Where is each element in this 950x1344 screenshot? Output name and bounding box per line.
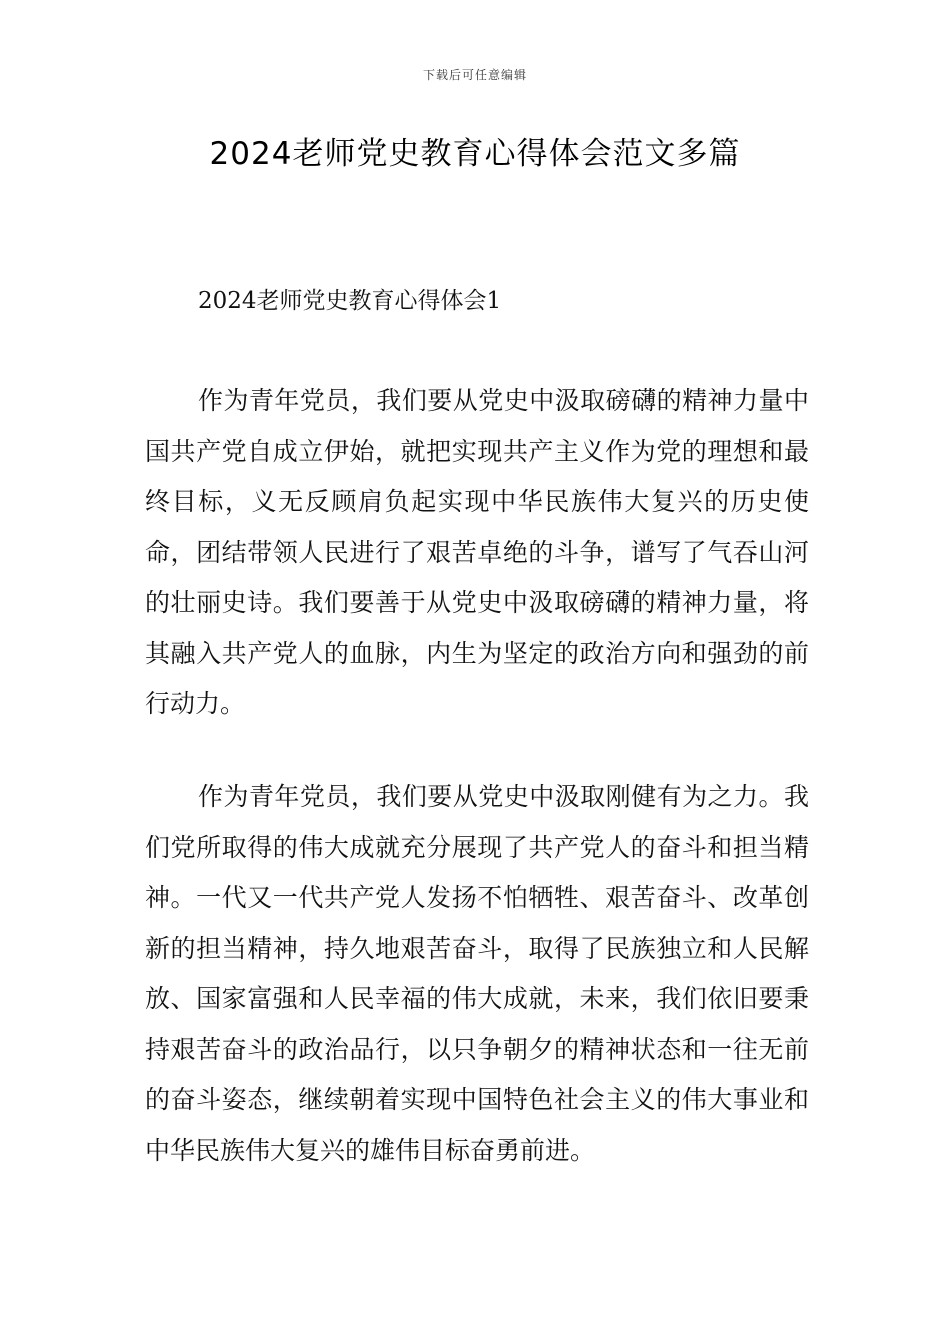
document-title: 2024老师党史教育心得体会范文多篇 <box>209 136 741 172</box>
paragraph-2: 作为青年党员，我们要从党史中汲取刚健有为之力。我们党所取得的伟大成就充分展现了共产党人的奋斗和担当精神。一代又一代共产党人发扬不怕牺牲、艰苦奋斗、改革创新的担当精神，持久地艰苦奋斗，取得了民族独立和人民解放、国家富强和人民幸福的伟大成就，未来，我们依旧要秉持艰苦奋斗的政治品行，以只争朝夕的精神状态和一往无前的奋斗姿态，继续朝着实现中国特色社会主义的伟大事业和中华民族伟大复兴的雄伟目标奋勇前进。 <box>145 782 809 1165</box>
section-heading: 2024老师党史教育心得体会1 <box>198 288 502 314</box>
header-note: 下载后可任意编辑 <box>422 68 527 82</box>
paragraph-1: 作为青年党员，我们要从党史中汲取磅礴的精神力量中国共产党自成立伊始，就把实现共产主义作为党的理想和最终目标，义无反顾肩负起实现中华民族伟大复兴的历史使命，团结带领人民进行了艰苦卓绝的斗争，谱写了气吞山河的壮丽史诗。我们要善于从党史中汲取磅礴的精神力量，将其融入共产党人的血脉，内生为坚定的政治方向和强劲的前行动力。 <box>145 386 809 718</box>
